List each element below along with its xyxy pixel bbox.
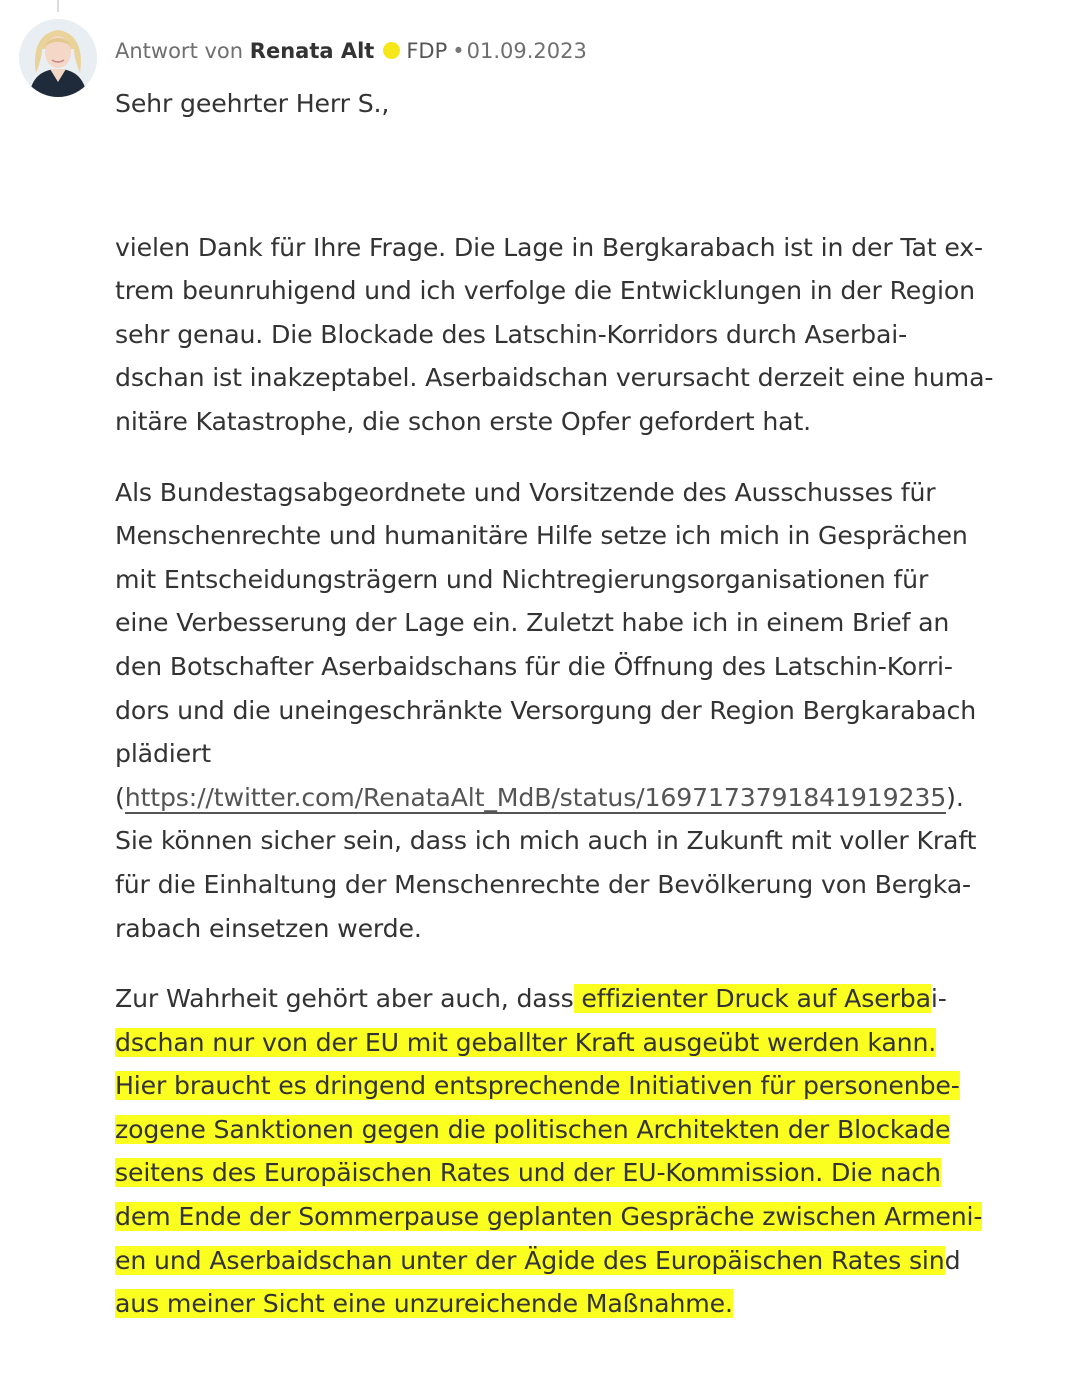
text-line <box>115 1239 1070 1283</box>
blank-space <box>115 126 1070 226</box>
party-label: FDP <box>406 39 448 63</box>
text-line: rabach einsetzen werde. <box>115 913 422 943</box>
paragraph-gap <box>115 444 1070 471</box>
paren-open: ( <box>115 782 125 812</box>
text-line: Menschenrechte und humanitäre Hilfe setze ich mich in Gesprächen <box>115 521 968 551</box>
link-line <box>115 776 1070 820</box>
plain-text: Zur Wahrheit gehört aber auch, dass <box>115 984 574 1014</box>
highlighted-line <box>115 1108 1070 1152</box>
text-line <box>115 977 1070 1021</box>
author-name[interactable]: Renata Alt <box>249 39 375 63</box>
text-line: Sie können sicher sein, dass ich mich auch in Zukunft mit voller Kraft <box>115 826 977 856</box>
highlighted-text: effizienter Druck auf Aserba <box>573 984 931 1014</box>
plain-text: d <box>944 1245 961 1275</box>
paragraph-1 <box>115 226 1070 444</box>
text-line: eine Verbesserung der Lage ein. Zuletzt habe ich in einem Brief an <box>115 608 950 638</box>
text-line: sehr genau. Die Blockade des Latschin-Korridors durch Aserbai- <box>115 319 908 349</box>
highlighted-text: dschan nur von der EU mit geballter Kraft ausgeübt werden kann. <box>115 1027 937 1057</box>
text-line: vielen Dank für Ihre Frage. Die Lage in Bergkarabach ist in der Tat ex- <box>115 232 983 262</box>
avatar-photo <box>19 19 97 97</box>
answer-body <box>115 82 1070 1326</box>
twitter-link[interactable]: https://twitter.com/RenataAlt_MdB/status/1697173791841919235 <box>124 782 947 812</box>
paragraph-2 <box>115 471 1070 951</box>
text-line: mit Entscheidungsträgern und Nichtregierungsorganisationen für <box>115 564 929 594</box>
text-line: nitäre Katastrophe, die schon erste Opfer gefordert hat. <box>115 406 812 436</box>
highlighted-text: aus meiner Sicht eine unzureichende Maßnahme. <box>115 1289 733 1319</box>
highlighted-line <box>115 1064 1070 1108</box>
text-line: dors und die uneingeschränkte Versorgung der Region Bergkarabach <box>115 695 977 725</box>
paren-close: ). <box>946 782 964 812</box>
by-label: von <box>204 39 244 63</box>
text-line: für die Einhaltung der Menschenrechte der Bevölkerung von Bergka- <box>115 869 971 899</box>
salutation: Sehr geehrter Herr S., <box>115 89 390 118</box>
text-line: Als Bundestagsabgeordnete und Vorsitzende des Ausschusses für <box>115 477 936 507</box>
thread-line <box>57 0 59 12</box>
highlighted-line <box>115 1195 1070 1239</box>
answer-label: Antwort <box>115 39 198 63</box>
highlighted-text: Hier braucht es dringend entsprechende Initiativen für personenbe- <box>115 1071 960 1101</box>
highlighted-line <box>115 1151 1070 1195</box>
paragraph-3 <box>115 977 1070 1326</box>
answer-header <box>115 36 587 66</box>
separator-dot: • <box>452 39 465 63</box>
text-line: trem beunruhigend und ich verfolge die Entwicklungen in der Region <box>115 276 975 306</box>
paragraph-gap <box>115 950 1070 977</box>
text-line: den Botschafter Aserbaidschans für die Öffnung des Latschin-Korri- <box>115 651 953 681</box>
highlighted-line <box>115 1021 1070 1065</box>
highlighted-text: en und Aserbaidschan unter der Ägide des Europäischen Rates sin <box>115 1245 945 1275</box>
text-line: dschan ist inakzeptabel. Aserbaidschan verursacht derzeit eine huma- <box>115 363 994 393</box>
highlighted-text: seitens des Europäischen Rates und der EU-Kommission. Die nach <box>115 1158 941 1188</box>
text-line: plädiert <box>115 739 211 769</box>
answer-date: 01.09.2023 <box>466 39 587 63</box>
author-avatar[interactable] <box>19 19 97 97</box>
highlighted-line <box>115 1282 1070 1326</box>
highlighted-text: zogene Sanktionen gegen die politischen Architekten der Blockade <box>115 1114 951 1144</box>
party-color-dot <box>383 42 400 59</box>
plain-text: i- <box>930 984 947 1014</box>
highlighted-text: dem Ende der Sommerpause geplanten Gespräche zwischen Armeni- <box>115 1202 983 1232</box>
